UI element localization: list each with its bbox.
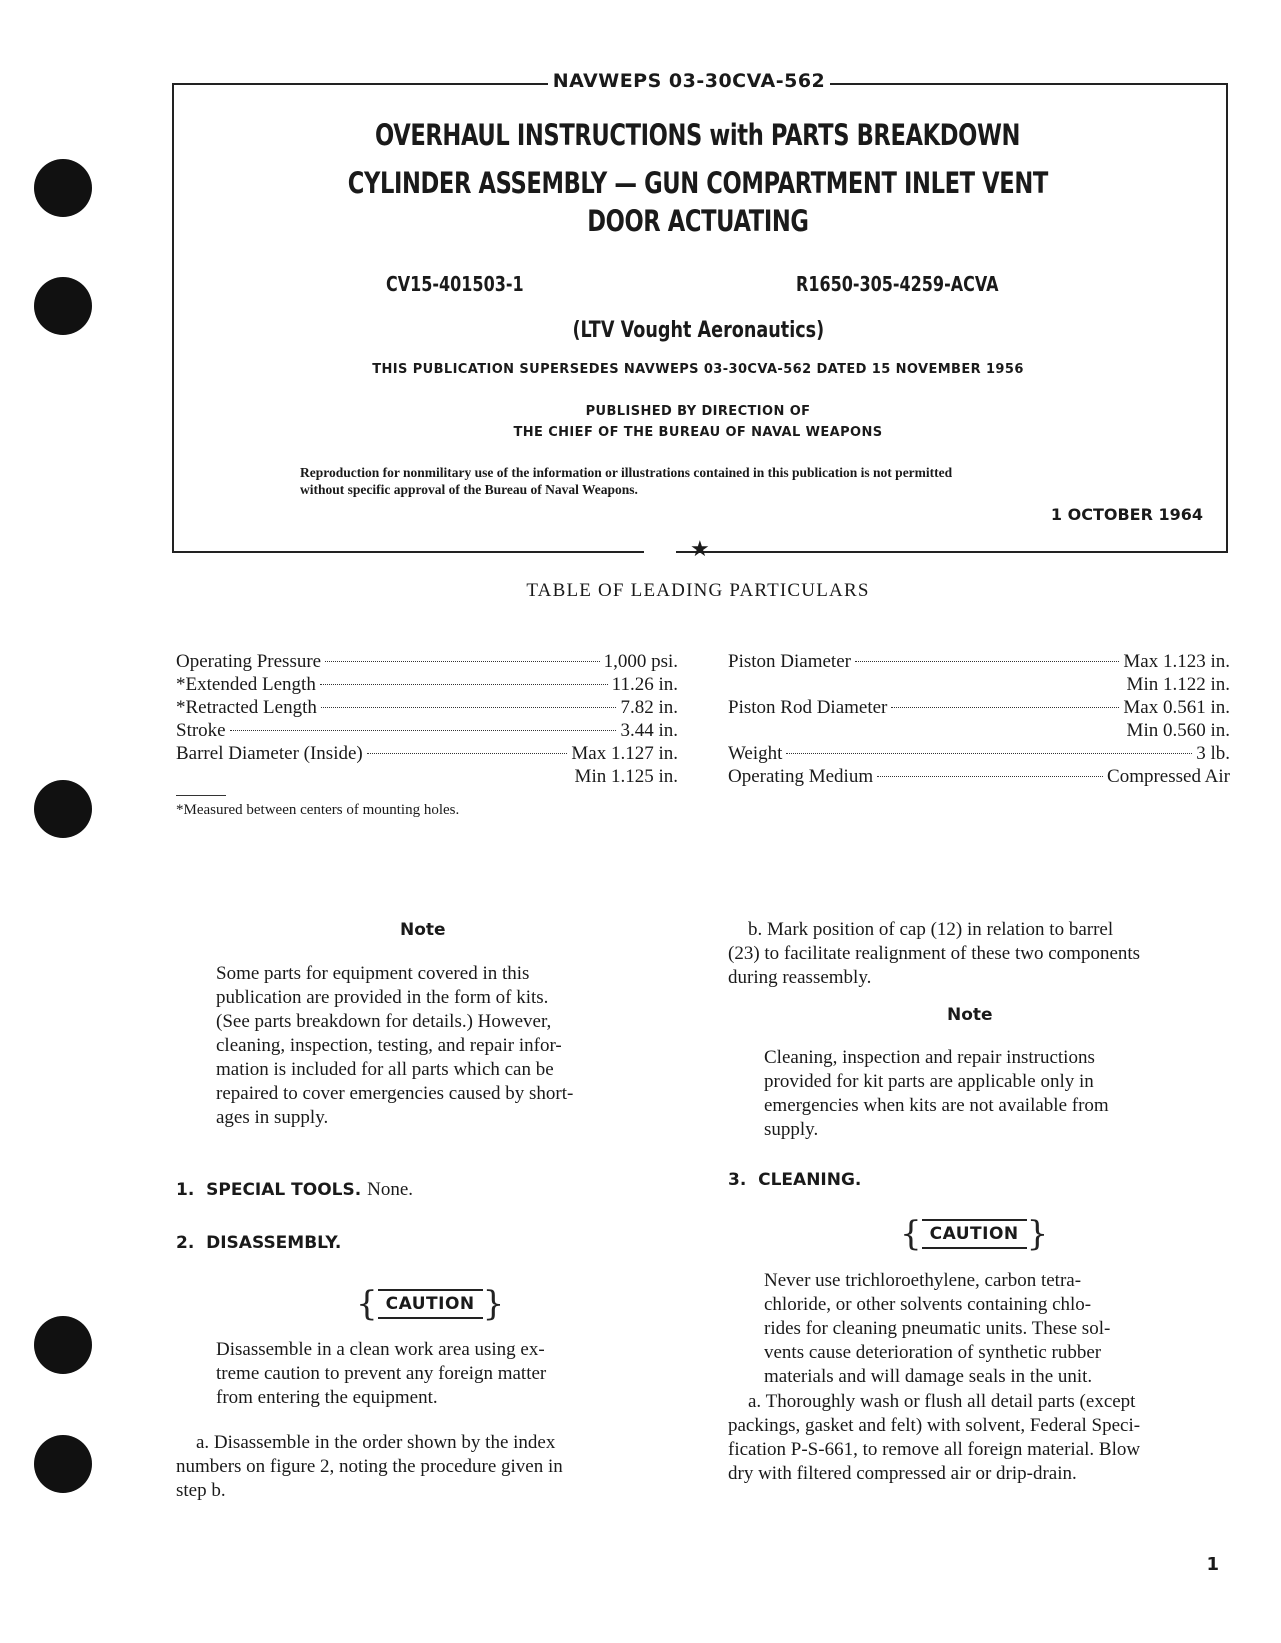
star-icon: ★ <box>690 536 710 561</box>
binder-hole <box>34 1435 92 1493</box>
caution-text: Never use trichloroethylene, carbon tetra- chloride, or other solvents containing chlo- rides for cleaning pneumatic units. These sol- vents cause deterioration of synthetic rubber materials and will damage seals in the unit. <box>764 1270 1111 1387</box>
particular-row: *Retracted Length 7.82 in. <box>176 697 678 718</box>
step-b-disassembly: b. Mark position of cap (12) in relation to barrel (23) to facilitate realignment of these two components during reassembly. <box>728 919 1141 988</box>
published-by-line-2: THE CHIEF OF THE BUREAU OF NAVAL WEAPONS <box>513 425 883 440</box>
note-text: Some parts for equipment covered in this publication are provided in the form of kits. (See parts breakdown for details.) However, cleaning, inspection, testing, and repair infor- mation is included for all parts which can be repaired to cover emergencies caused by short- ages in supply. <box>216 963 574 1128</box>
binder-hole <box>34 277 92 335</box>
reference-number: R1650-305-4259-ACVA <box>796 272 999 296</box>
note-heading: Note <box>947 1005 993 1025</box>
particular-row: Operating Pressure 1,000 psi. <box>176 651 678 672</box>
binder-hole <box>34 1316 92 1374</box>
particular-row: Weight 3 lb. <box>728 743 1230 764</box>
section-special-tools: 1. SPECIAL TOOLS. None. <box>176 1179 414 1200</box>
reproduction-line-1: Reproduction for nonmilitary use of the information or illustrations contained in this publication is not permitted <box>300 465 953 480</box>
particular-row: Piston Rod Diameter Max 0.561 in. <box>728 697 1230 718</box>
published-by-line-1: PUBLISHED BY DIRECTION OF <box>585 404 811 419</box>
publication-number: NAVWEPS 03-30CVA-562 <box>552 70 826 92</box>
particular-row: Piston Diameter Max 1.123 in. <box>728 651 1230 672</box>
note-heading: Note <box>400 920 446 940</box>
title-line-3: DOOR ACTUATING <box>587 204 809 238</box>
manufacturer: (LTV Vought Aeronautics) <box>572 318 824 343</box>
footnote-rule <box>176 795 226 796</box>
supersedes-notice: THIS PUBLICATION SUPERSEDES NAVWEPS 03-30CVA-562 DATED 15 NOVEMBER 1956 <box>372 362 1024 377</box>
publication-date: 1 OCTOBER 1964 <box>1050 505 1203 524</box>
particular-subvalue: Min 0.560 in. <box>1126 720 1230 741</box>
footnote: *Measured between centers of mounting holes. <box>176 802 460 818</box>
title-line-2: CYLINDER ASSEMBLY — GUN COMPARTMENT INLET VENT <box>347 166 1049 200</box>
section-cleaning: 3. CLEANING. <box>728 1170 862 1190</box>
particular-subvalue: Min 1.125 in. <box>574 766 678 787</box>
caution-text: Disassemble in a clean work area using ex- treme caution to prevent any foreign matter from entering the equipment. <box>216 1339 547 1408</box>
binder-hole <box>34 159 92 217</box>
page-number: 1 <box>1206 1554 1219 1575</box>
part-number: CV15-401503-1 <box>386 272 524 296</box>
binder-hole <box>34 780 92 838</box>
caution-box: { CAUTION } <box>356 1284 505 1324</box>
caution-label: CAUTION <box>922 1219 1027 1249</box>
section-disassembly: 2. DISASSEMBLY. <box>176 1233 342 1253</box>
reproduction-line-2: without specific approval of the Bureau of Naval Weapons. <box>300 482 638 497</box>
caution-box: { CAUTION } <box>900 1214 1049 1254</box>
particular-row: *Extended Length 11.26 in. <box>176 674 678 695</box>
particular-subvalue: Min 1.122 in. <box>1126 674 1230 695</box>
particular-row: Stroke 3.44 in. <box>176 720 678 741</box>
title-line-1: OVERHAUL INSTRUCTIONS with PARTS BREAKDOWN <box>375 118 1021 152</box>
particular-row: Barrel Diameter (Inside) Max 1.127 in. <box>176 743 678 764</box>
caution-label: CAUTION <box>378 1289 483 1319</box>
reproduction-notice <box>300 464 1100 498</box>
step-a-cleaning: a. Thoroughly wash or flush all detail parts (except packings, gasket and felt) with solvent, Federal Speci- fication P-S-661, to remove all foreign material. Blow dry with filtered compressed air or drip-drain. <box>728 1391 1141 1484</box>
particulars-title: TABLE OF LEADING PARTICULARS <box>526 580 870 601</box>
particular-row: Operating Medium Compressed Air <box>728 766 1230 787</box>
step-a-disassembly: a. Disassemble in the order shown by the index numbers on figure 2, noting the procedure given in step b. <box>176 1432 563 1501</box>
note-text: Cleaning, inspection and repair instructions provided for kit parts are applicable only in emergencies when kits are not available from supply. <box>764 1047 1109 1140</box>
